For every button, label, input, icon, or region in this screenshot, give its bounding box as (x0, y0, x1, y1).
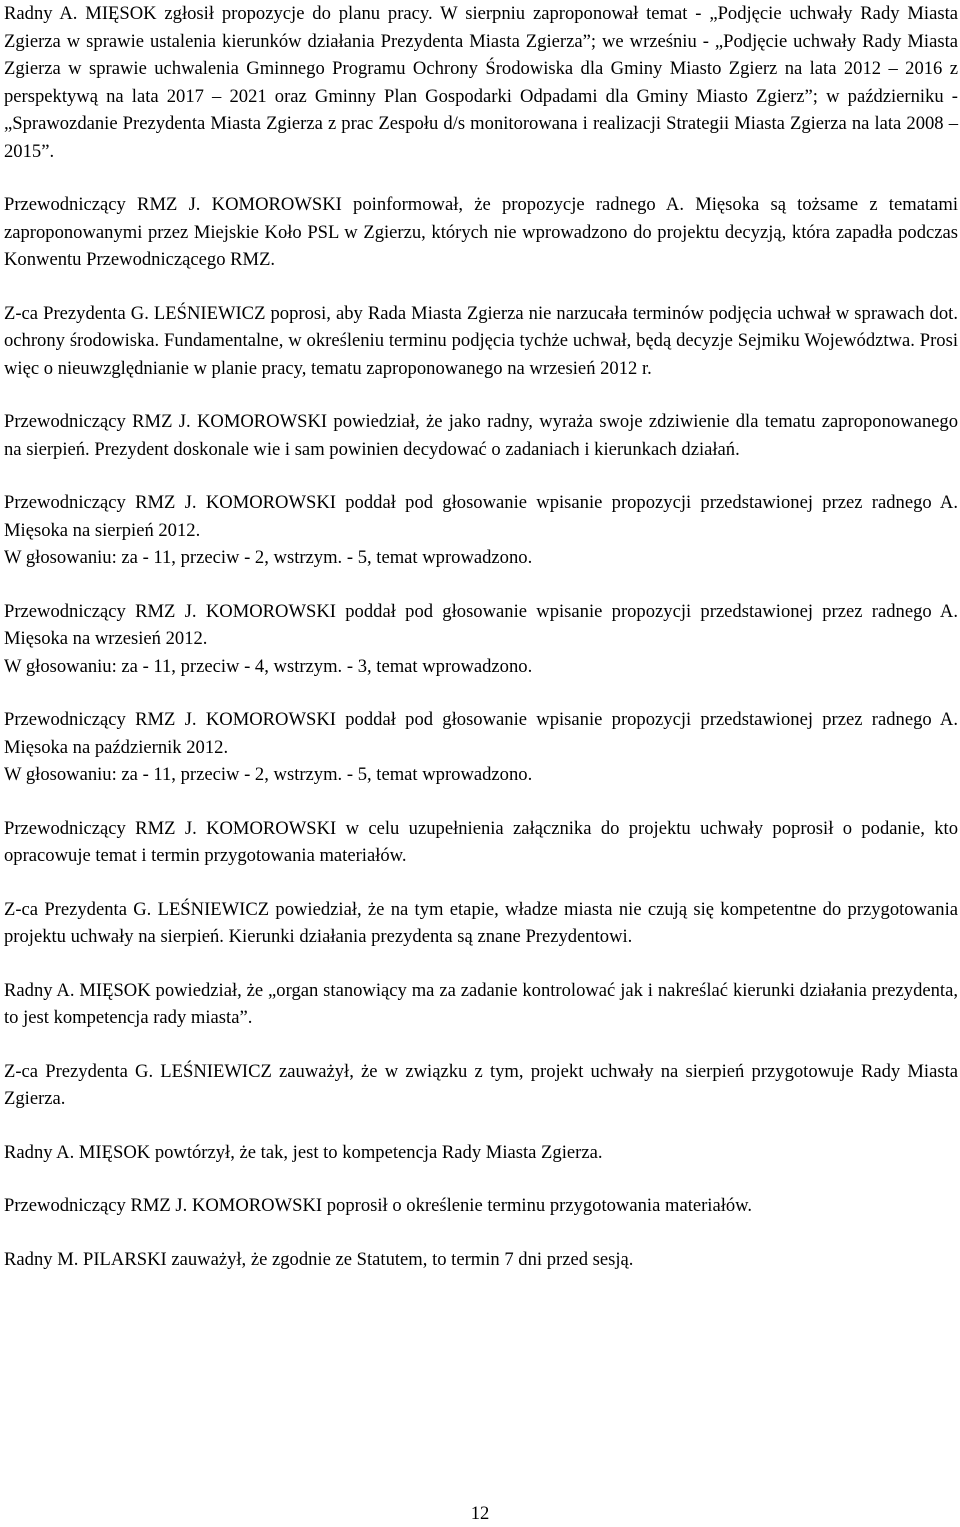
paragraph-komorowski-info: Przewodniczący RMZ J. KOMOROWSKI poinformował, że propozycje radnego A. Mięsoka są tożsame z tematami zaproponowanymi przez Miejskie Koło PSL w Zgierzu, których nie wprowadzono do projektu decyzją, która zapadła podczas Konwentu Przewodniczącego RMZ. (4, 194, 958, 270)
paragraph-komorowski-materials: Przewodniczący RMZ J. KOMOROWSKI w celu uzupełnienia załącznika do projektu uchwały poprosił o podanie, kto opracowuje temat i termin przygotowania materiałów. (4, 817, 958, 866)
paragraph-lesniewicz-remark: Z-ca Prezydenta G. LEŚNIEWICZ zauważył, że w związku z tym, projekt uchwały na sierpień przygotowuje Rady Miasta Zgierza. (4, 1060, 958, 1109)
paragraph-pilarski-statute: Radny M. PILARSKI zauważył, że zgodnie ze Statutem, to termin 7 dni przed sesją. (4, 1248, 634, 1270)
paragraph-miesok-organ: Radny A. MIĘSOK powiedział, że „organ stanowiący ma za zadanie kontrolować jak i nakreślać kierunki działania prezydenta, to jest kompetencja rady miasta”. (4, 979, 958, 1028)
page-number: 12 (470, 1503, 490, 1524)
vote-text: Przewodniczący RMZ J. KOMOROWSKI poddał pod głosowanie wpisanie propozycji przedstawionej przez radnego A. Mięsoka na wrzesień 2012. (4, 600, 958, 649)
vote-block-august (4, 489, 958, 572)
vote-text: Przewodniczący RMZ J. KOMOROWSKI poddał pod głosowanie wpisanie propozycji przedstawionej przez radnego A. Mięsoka na październik 2012. (4, 709, 958, 758)
vote-result: W głosowaniu: za - 11, przeciw - 4, wstrzym. - 3, temat wprowadzono. (4, 655, 533, 677)
vote-text: Przewodniczący RMZ J. KOMOROWSKI poddał pod głosowanie wpisanie propozycji przedstawionej przez radnego A. Mięsoka na sierpień 2012. (4, 492, 958, 541)
document-page (4, 0, 958, 1299)
vote-result: W głosowaniu: za - 11, przeciw - 2, wstrzym. - 5, temat wprowadzono. (4, 764, 533, 785)
vote-block-september (4, 598, 958, 681)
paragraph-komorowski-surprise: Przewodniczący RMZ J. KOMOROWSKI powiedział, że jako radny, wyraża swoje zdziwienie dla tematu zaproponowanego na sierpień. Prezydent doskonale wie i sam powinien decydować o zadaniach i kierunkach działań. (4, 411, 958, 460)
vote-result: W głosowaniu: za - 11, przeciw - 2, wstrzym. - 5, temat wprowadzono. (4, 547, 533, 568)
paragraph-lesniewicz-competence: Z-ca Prezydenta G. LEŚNIEWICZ powiedział, że na tym etapie, władze miasta nie czują się kompetentne do przygotowania projektu uchwały na sierpień. Kierunki działania prezydenta są znane Prezydentowi. (4, 898, 958, 947)
paragraph-miesok-proposals: Radny A. MIĘSOK zgłosił propozycje do planu pracy. W sierpniu zaproponował temat - „Podjęcie uchwały Rady Miasta Zgierza w sprawie ustalenia kierunków działania Prezydenta Miasta Zgierza”; we wrześniu - „Podjęcie uchwały Rady Miasta Zgierza w sprawie uchwalenia Gminnego Programu Ochrony Środowiska dla Gminy Miasto Zgierz na lata 2012 – 2016 z perspektywą na lata 2017 – 2021 oraz Gminny Plan Gospodarki Odpadami dla Gminy Miasto Zgierz”; w październiku - „Sprawozdanie Prezydenta Miasta Zgierza z prac Zespołu d/s monitorowana i realizacji Strategii Miasta Zgierza na lata 2008 – 2015”. (4, 3, 958, 162)
vote-block-october (4, 706, 958, 789)
paragraph-lesniewicz-request: Z-ca Prezydenta G. LEŚNIEWICZ poprosi, aby Rada Miasta Zgierza nie narzucała terminów podjęcia uchwał w sprawach dot. ochrony środowiska. Fundamentalne, w określeniu terminu podjęcia tychże uchwał, będą decyzje Sejmiku Województwa. Prosi więc o nieuwzględnianie w planie pracy, tematu zaproponowanego na wrzesień 2012 r. (4, 302, 958, 379)
paragraph-komorowski-deadline: Przewodniczący RMZ J. KOMOROWSKI poprosił o określenie terminu przygotowania materiałów. (4, 1195, 753, 1216)
paragraph-miesok-repeat: Radny A. MIĘSOK powtórzył, że tak, jest to kompetencja Rady Miasta Zgierza. (4, 1141, 603, 1163)
